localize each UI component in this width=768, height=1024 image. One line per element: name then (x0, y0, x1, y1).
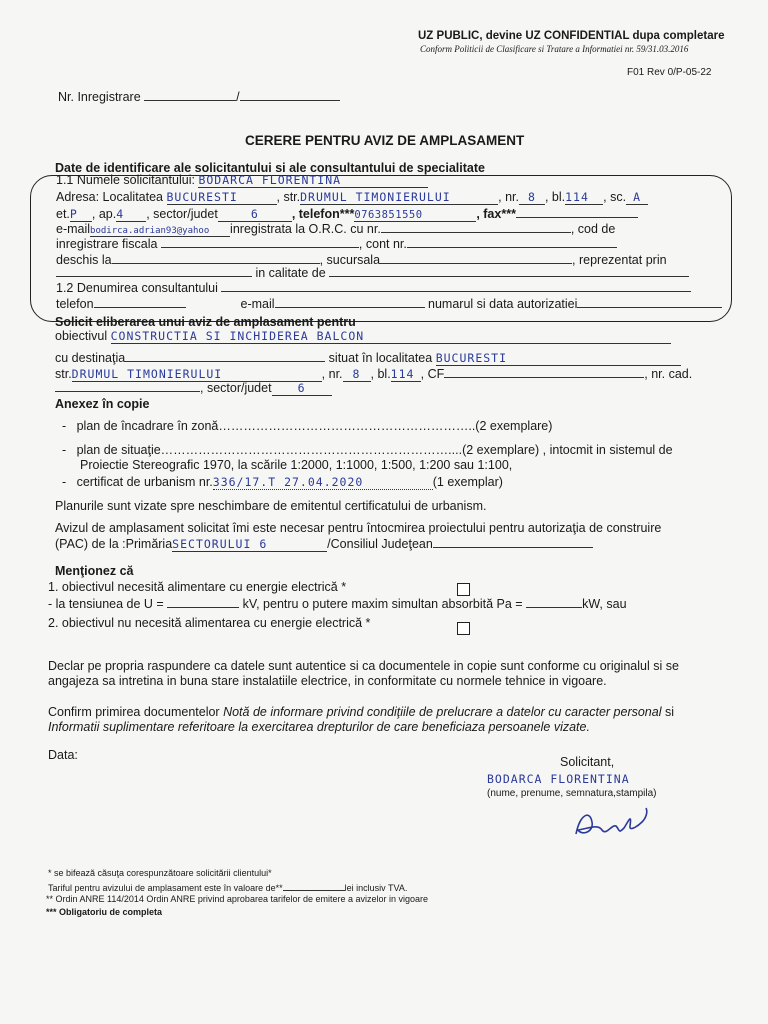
destination-row: cu destinaţia situat în localitatea BUCURESTI (55, 350, 681, 366)
consultant-field[interactable] (221, 280, 691, 292)
solicitant-label: Solicitant, (560, 755, 615, 769)
objective-row: obiectivul CONSTRUCTIA SI INCHIDEREA BALCON (55, 329, 671, 344)
destination-field[interactable] (125, 350, 325, 362)
urbanism-certificate-field[interactable]: 336/17.T 27.04.2020 (213, 475, 433, 490)
email-field[interactable]: bodirca.adrian93@yahoo (90, 226, 230, 237)
fax-field[interactable] (516, 206, 638, 218)
mention-heading: Menţionez că (55, 564, 134, 578)
footnote-anre: ** Ordin ANRE 114/2014 Ordin ANRE privind aprobarea tarifelor de emitere a avizelor in vigoare (46, 894, 429, 904)
account-field[interactable] (407, 236, 617, 248)
annex-item-plan-situation: - plan de situaţie……………………………………………………………....(2 exemplare) , intocmit in sistemul de (62, 443, 673, 457)
declaration-line-1: Declar pe propria raspundere ca datele sunt autentice si ca documentele in copie sunt conforme cu originalul si se (48, 659, 679, 673)
cf-field[interactable] (444, 366, 644, 378)
bank-row: deschis la , sucursala , reprezentat prin (56, 253, 667, 267)
representative-field[interactable] (56, 265, 252, 277)
footnote-tariff: Tariful pentru avizului de amplasament este în valoare de** lei inclusiv TVA. (48, 883, 408, 893)
annex-note-authority: (PAC) de la :PrimăriaSECTORULUI 6 /Consiliul Judeţean (55, 536, 593, 552)
section1-heading: Date de identificare ale solicitantului si ale consultantului de specialitate (55, 161, 485, 175)
capacity-field[interactable] (329, 265, 689, 277)
confirmation-line-2: Informatii suplimentare referitoare la exercitarea drepturilor de care beneficiaza persoanele vizate. (48, 720, 590, 734)
fiscal-row: inregistrare fiscala , cont nr. (56, 236, 617, 251)
staircase-field[interactable]: A (626, 190, 648, 205)
number-field[interactable]: 8 (519, 190, 545, 205)
address-row: Adresa: Localitatea BUCURESTI , str.DRUMUL TIMONIERULUI , nr. 8 , bl.114 , sc. A (56, 190, 648, 205)
annex-note-necessity: Avizul de amplasament solicitat îmi este necesar pentru întocmirea proiectului pentru autorizaţia de construire (55, 521, 662, 535)
voltage-row: - la tensiunea de U = kV, pentru o putere maxim simultan absorbită Pa = kW, sau (48, 597, 627, 611)
declaration-line-2: angajeza sa intretina in buna stare instalatiile electrice, in conformitate cu normele tehnice in vigoare. (48, 674, 607, 688)
annex-item-plan-zone: - plan de încadrare în zonă……………………………………………………..(2 exemplare) (62, 419, 553, 433)
email-row: e-mailbodirca.adrian93@yahoo inregistrata la O.R.C. cu nr. , cod de (56, 222, 616, 236)
bank-field[interactable] (112, 252, 320, 264)
location-address-row: str.DRUMUL TIMONIERULUI , nr. 8 , bl.114 , CF , nr. cad. (55, 367, 693, 381)
location-street-field[interactable]: DRUMUL TIMONIERULUI (72, 367, 322, 382)
annex-item-plan-scale: Proiectie Stereografic 1970, la scările 1:2000, 1:1000, 1:500, 1:200 sau 1:100, (80, 458, 513, 472)
county-council-field[interactable] (433, 536, 593, 548)
block-field[interactable]: 114 (565, 190, 603, 205)
tariff-field[interactable] (283, 881, 345, 891)
primaria-field[interactable]: SECTORULUI 6 (172, 537, 327, 552)
city-field[interactable]: BUCURESTI (167, 190, 277, 205)
consultant-email-field[interactable] (275, 296, 425, 308)
floor-row: et.P , ap.4 , sector/judet 6 , telefon***0763851550 , fax*** (56, 206, 638, 222)
page-title: CERERE PENTRU AVIZ DE AMPLASAMENT (245, 133, 525, 148)
fiscal-code-field[interactable] (161, 236, 359, 248)
branch-field[interactable] (380, 252, 572, 264)
objective-field[interactable]: CONSTRUCTIA SI INCHIDEREA BALCON (111, 329, 671, 344)
registration-date-field[interactable] (240, 89, 340, 101)
location-field[interactable]: BUCURESTI (436, 351, 681, 366)
annex-heading: Anexez în copie (55, 397, 150, 411)
date-label: Data: (48, 748, 78, 762)
floor-field[interactable]: P (70, 207, 92, 222)
form-code: F01 Rev 0/P-05-22 (627, 67, 712, 78)
confirmation-line-1: Confirm primirea documentelor Notă de informare privind condiţiile de prelucrare a datelor cu caracter personal si (48, 705, 674, 719)
orc-field[interactable] (381, 221, 571, 233)
location-block-field[interactable]: 114 (391, 367, 421, 382)
applicant-name-row: 1.1 Numele solicitantului: BODARCA FLORENTINA (56, 173, 428, 188)
cadastral-field[interactable] (55, 380, 200, 392)
registration-line: Nr. Inregistrare / (58, 89, 340, 104)
consultant-row: 1.2 Denumirea consultantului (56, 280, 691, 295)
signer-name: BODARCA FLORENTINA (487, 772, 630, 786)
signature-mark (568, 804, 658, 844)
representative-row: in calitate de (56, 265, 689, 280)
consultant-phone-field[interactable] (94, 296, 186, 308)
registration-number-field[interactable] (144, 89, 236, 101)
option-2-checkbox[interactable] (457, 622, 470, 635)
option-1-checkbox[interactable] (457, 583, 470, 596)
annex-item-urbanism: - certificat de urbanism nr.336/17.T 27.04.2020 (1 exemplar) (62, 475, 503, 489)
footnote-mandatory: *** Obligatoriu de completa (46, 907, 163, 917)
signature-caption: (nume, prenume, semnatura,stampila) (487, 788, 657, 799)
location-sector-field[interactable]: 6 (272, 381, 332, 396)
location-sector-row: , sector/judet 6 (55, 380, 332, 396)
annex-note-plans: Planurile sunt vizate spre neschimbare de emitentul certificatului de urbanism. (55, 499, 487, 513)
applicant-name-field[interactable]: BODARCA FLORENTINA (198, 173, 428, 188)
policy-note: Conform Politicii de Clasificare si Tratare a Informatiei nr. 59/31.03.2016 (420, 44, 689, 54)
option-2-label: 2. obiectivul nu necesită alimentarea cu energie electrică * (48, 616, 371, 630)
option-1-label: 1. obiectivul necesită alimentare cu energie electrică * (48, 580, 347, 594)
consultant-contact-row: telefon e-mail numarul si data autorizatiei (56, 296, 722, 311)
phone-field[interactable]: 0763851550 (354, 209, 476, 222)
section2-heading: Solicit eliberarea unui aviz de amplasament pentru (55, 315, 356, 329)
voltage-field[interactable] (167, 596, 239, 608)
classification-label: UZ PUBLIC, devine UZ CONFIDENTIAL dupa completare (418, 30, 725, 42)
power-field[interactable] (526, 596, 582, 608)
sector-field[interactable]: 6 (218, 207, 292, 222)
location-number-field[interactable]: 8 (343, 367, 371, 382)
street-field[interactable]: DRUMUL TIMONIERULUI (300, 190, 498, 205)
footnote-checkbox: * se bifează căsuţa corespunzătoare solicitării clientului* (48, 868, 272, 878)
authorization-field[interactable] (577, 296, 722, 308)
apartment-field[interactable]: 4 (116, 207, 146, 222)
